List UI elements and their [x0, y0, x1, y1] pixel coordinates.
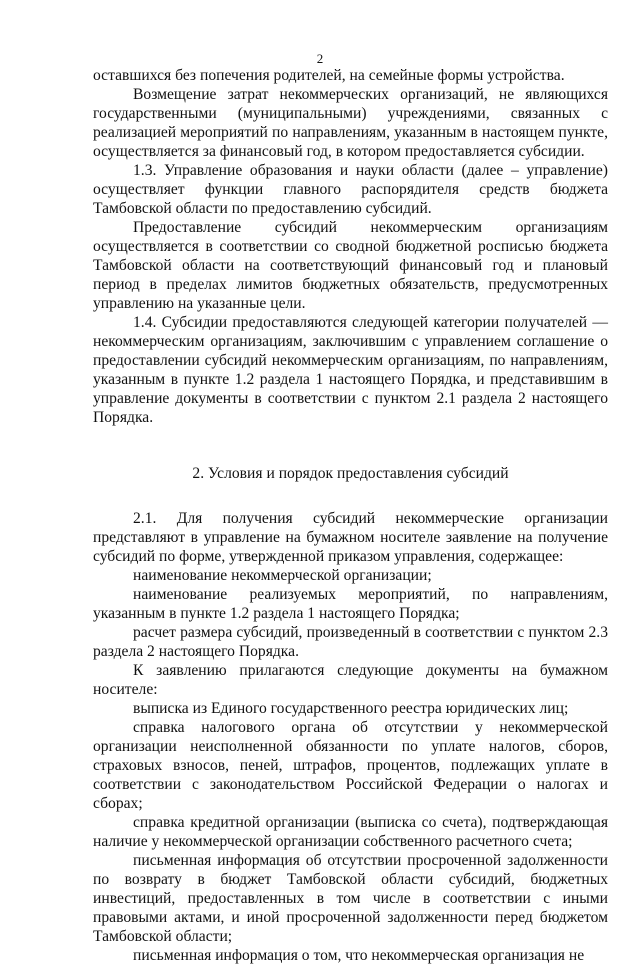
- list-item-org-name: наименование некоммерческой организации;: [133, 567, 432, 584]
- paragraph-continuation: оставшихся без попечения родителей, на семейные формы устройства.: [93, 67, 565, 84]
- list-item-events: наименование реализуемых мероприятий, по направлениям, указанным в пункте 1.2 раздела 1 настоящего Порядка;: [93, 586, 608, 622]
- list-item-registry-extract: выписка из Единого государственного реестра юридических лиц;: [133, 700, 569, 717]
- list-item-bank-certificate: справка кредитной организации (выписка со счета), подтверждающая наличие у некоммерческой организации собственного расчетного счета;: [93, 814, 608, 850]
- list-item-written-info: письменная информация о том, что некоммерческая организация не: [133, 947, 585, 964]
- paragraph-subsidy-provision: Предоставление субсидий некоммерческим организациям осуществляется в соответствии со сводной бюджетной росписью бюджета Тамбовской области на соответствующий финансовый год и плановый период в пределах лимитов бюджетных обязательств, предусмотренных управлению на указанные цели.: [93, 219, 608, 312]
- paragraph-attachments: К заявлению прилагаются следующие документы на бумажном носителе:: [93, 662, 608, 698]
- paragraph-1-3: 1.3. Управление образования и науки области (далее – управление) осуществляет функции главного распорядителя средств бюджета Тамбовской области по предоставлению субсидий.: [93, 162, 608, 217]
- document-body: [93, 66, 608, 965]
- list-item-no-debt-info: письменная информация об отсутствии просроченной задолженности по возврату в бюджет Тамбовской области субсидий, бюджетных инвестиций, предоставленных в том числе в соответствии с иными правовыми актами, и иной просроченной задолженности перед бюджетом Тамбовской области;: [93, 852, 608, 945]
- list-item-calculation: расчет размера субсидий, произведенный в соответствии с пунктом 2.3 раздела 2 настоящего Порядка.: [93, 624, 608, 660]
- page-number: 2: [316, 51, 324, 66]
- list-item-tax-certificate: справка налогового органа об отсутствии у некоммерческой организации неисполненной обязанности по уплате налогов, сборов, страховых взносов, пеней, штрафов, процентов, подлежащих уплате в соответствии с законодательством Российской Федерации о налогах и сборах;: [93, 719, 608, 812]
- paragraph-2-1: 2.1. Для получения субсидий некоммерческие организации представляют в управление на бумажном носителе заявление на получение субсидий по форме, утвержденной приказом управления, содержащее:: [93, 510, 608, 565]
- paragraph-cost-reimbursement: Возмещение затрат некоммерческих организаций, не являющихся государственными (муниципальными) учреждениями, связанных с реализацией мероприятий по направлениям, указанным в настоящем пункте, осуществляется за финансовый год, в котором предоставляется субсидии.: [93, 86, 608, 160]
- section-title: 2. Условия и порядок предоставления субсидий: [192, 465, 509, 482]
- paragraph-1-4: 1.4. Субсидии предоставляются следующей категории получателей — некоммерческим организациям, заключившим с управлением соглашение о предоставлении субсидий некоммерческим организациям, по направлениям, указанным в пункте 1.2 раздела 1 настоящего Порядка, и представившим в управление документы в соответствии с пунктом 2.1 раздела 2 настоящего Порядка.: [93, 314, 608, 426]
